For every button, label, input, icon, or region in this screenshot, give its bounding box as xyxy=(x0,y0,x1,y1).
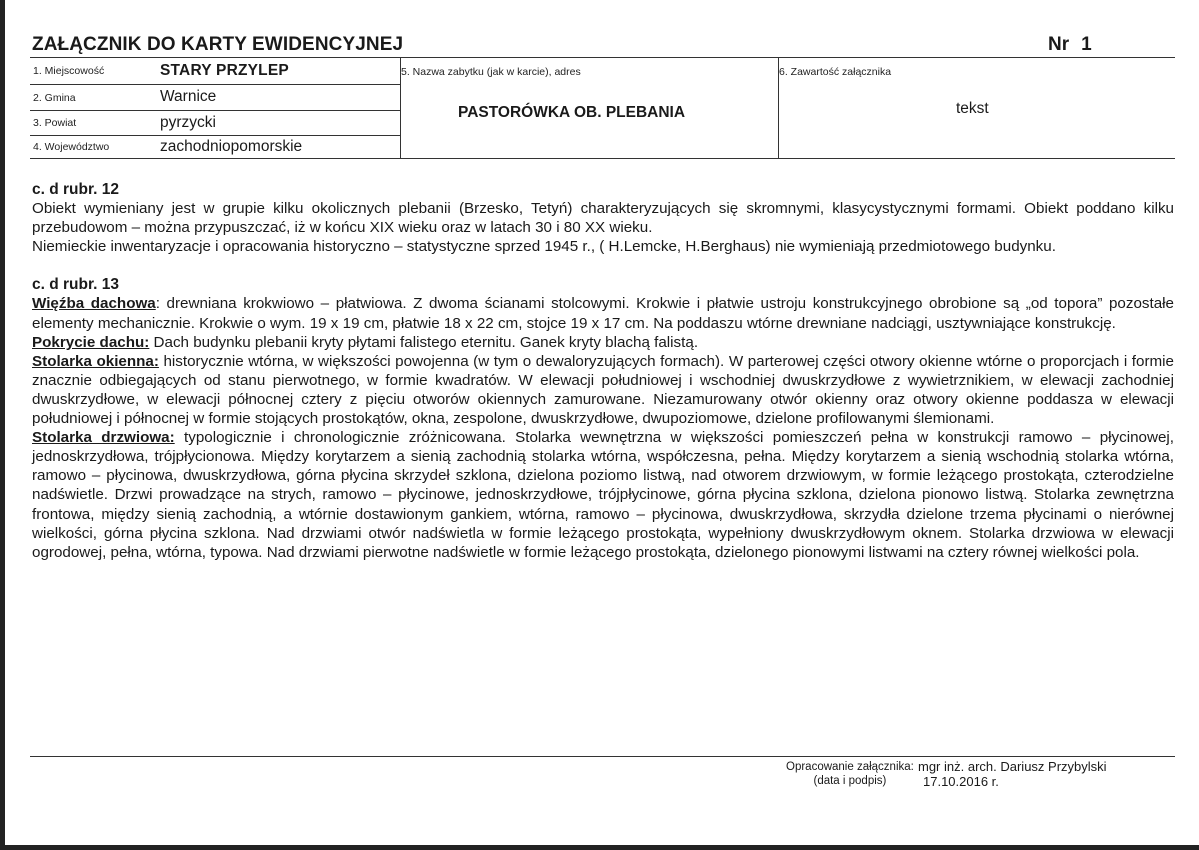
miejscowosc-value: STARY PRZYLEP xyxy=(160,62,289,79)
row-divider xyxy=(30,135,400,136)
rubr13-wiezba xyxy=(32,294,1174,332)
footer-rule xyxy=(30,756,1175,757)
rubr12-paragraph-2: Niemieckie inwentaryzacje i opracowania historyczno – statystyczne sprzed 1945 r., ( H.Lemcke, H.Berghaus) nie wymieniają przedmiotowego budynku. xyxy=(32,238,1056,256)
text-wiezba: : drewniana krokwiowo – płatwiowa. Z dwoma ścianami stolcowymi. Krokwie i płatwie ustroju konstrukcyjnego obrobione są „od topora” pozostałe elementy mechanicznie. Krokwie o wym. 19 x 19 cm, płatwie 18 x 22 cm, stojce 19 x 17 cm. Na poddaszu wtórne drewniane nadciągi, usztywniające konstrukcję. xyxy=(32,295,1175,332)
metadata-table xyxy=(30,58,1175,159)
gmina-label: 2. Gmina xyxy=(33,92,76,104)
wojewodztwo-value: zachodniopomorskie xyxy=(160,138,303,155)
zabytek-value: PASTORÓWKA OB. PLEBANIA xyxy=(458,104,686,121)
page-title: ZAŁĄCZNIK DO KARTY EWIDENCYJNEJ xyxy=(32,34,404,55)
gmina-value: Warnice xyxy=(160,88,217,105)
rubr12-heading: c. d rubr. 12 xyxy=(32,181,120,198)
nr-value: 1 xyxy=(1081,34,1092,55)
zawartosc-label: 6. Zawartość załącznika xyxy=(779,66,892,78)
text-pokrycie: Dach budynku plebanii kryty płytami falistego eternitu. Ganek kryty blachą falistą. xyxy=(149,333,699,351)
footer-date: 17.10.2016 r. xyxy=(923,774,999,789)
wojewodztwo-label: 4. Województwo xyxy=(33,141,110,153)
scan-left-edge xyxy=(0,0,5,850)
section-gap xyxy=(32,256,1174,275)
footer-signature xyxy=(918,759,1107,789)
table-bottom-rule xyxy=(30,158,1175,159)
powiat-value: pyrzycki xyxy=(160,114,216,131)
rubr13-heading: c. d rubr. 13 xyxy=(32,276,120,294)
term-stolarka-drzwiowa: Stolarka drzwiowa: xyxy=(32,429,175,447)
footer-label xyxy=(786,760,914,788)
document-number xyxy=(1048,34,1092,56)
text-stolarka-drzwiowa: typologicznie i chronologicznie zróżnicowana. Stolarka wewnętrzna w większości pomieszczeń pełna w konstrukcji ramowo – płycinowej, jednoskrzydłowa, trójpłycionowa. Między korytarzem a sienią zachodnią stolarka wtórna, współczesna, pełna. Między korytarzem a sienią wschodnią stolarka wtórna, ramowo – płycinowa, dwuskrzydłowa, górna płycina skrzydeł szklona, dzielona poziomo listwą, nad otworem drzwiowym, w formie leżącego prostokąta, czterodzielne nadświetle. Drzwi prowadzące na strych, ramowo – płycinowe, jednoskrzydłowe, trójpłycinowe, górna płycina szklona, dzielona pionowo listwą. Stolarka zewnętrzna frontowa, między sienią zachodnią, a wtórnie dostawionym gankiem, wtórna, ramowo – płycinowa, dwuskrzydłowa, skrzydła dzielone trzema płycinami o nierównej wielkości, górna płycina szklona. Nad drzwiami otwór nadświetla w formie leżącego prostokąta, wypełniony dwuskrzydłowym oknem. Stolarka drzwiowa w elewacji ogrodowej, pełna, wtórna, typowa. Nad drzwiami pierwotne nadświetle w formie leżącego prostokąta, dzielonego pionowymi listwami na cztery równej wielkości pola. xyxy=(32,429,1174,561)
powiat-label: 3. Powiat xyxy=(33,117,77,129)
row-divider xyxy=(30,110,400,111)
rubr13-pokrycie xyxy=(32,333,1174,352)
footer-label-line-1: Opracowanie załącznika: xyxy=(786,761,914,773)
footer-author: mgr inż. arch. Dariusz Przybylski xyxy=(918,759,1107,774)
rubr13-stolarka-drzwiowa xyxy=(32,428,1174,562)
document-body xyxy=(32,180,1174,562)
term-pokrycie: Pokrycie dachu: xyxy=(32,333,150,351)
term-wiezba: Więźba dachowa xyxy=(32,295,156,313)
footer-label-line-2: (data i podpis) xyxy=(813,775,887,787)
nr-label: Nr xyxy=(1048,34,1070,55)
term-stolarka-okienna: Stolarka okienna: xyxy=(32,352,159,370)
rubr12-paragraph-1: Obiekt wymieniany jest w grupie kilku okolicznych plebanii (Brzesko, Tetyń) charakteryzujących się skromnymi, klasycystycznymi formami. Obiekt poddano kilku przebudowom – można przypuszczać, iż w końcu XIX wieku oraz w latach 30 i 80 XX wieku. xyxy=(32,200,1174,237)
scan-bottom-edge xyxy=(0,845,1199,850)
zabytek-label: 5. Nazwa zabytku (jak w karcie), adres xyxy=(401,66,581,78)
row-divider xyxy=(30,84,400,85)
text-stolarka-okienna: historycznie wtórna, w większości powojenna (w tym o dewaloryzujących formach). W parterowej części otwory okienne wtórne o proporcjach i formie znacznie odbiegających od stanu pierwotnego, w formie kwadratów. W elewacji południowej i wschodniej dwuskrzydłowe z wywietrznikiem, w elewacji zachodniej dwuskrzydłowe, w elewacji północnej cztery z pięciu otworów okiennych zamurowane. Niezamurowany otwór okienny oraz otwory okienne poddasza w elewacji południowej i północnej w formie stojących prostokątów, okna, zespolone, dwuskrzydłowe, dwupoziomowe, dzielone profilowanymi ślemionami. xyxy=(32,352,1175,428)
rubr13-stolarka-okienna xyxy=(32,352,1174,428)
zawartosc-value: tekst xyxy=(956,100,989,117)
miejscowosc-label: 1. Miejscowość xyxy=(33,65,105,77)
